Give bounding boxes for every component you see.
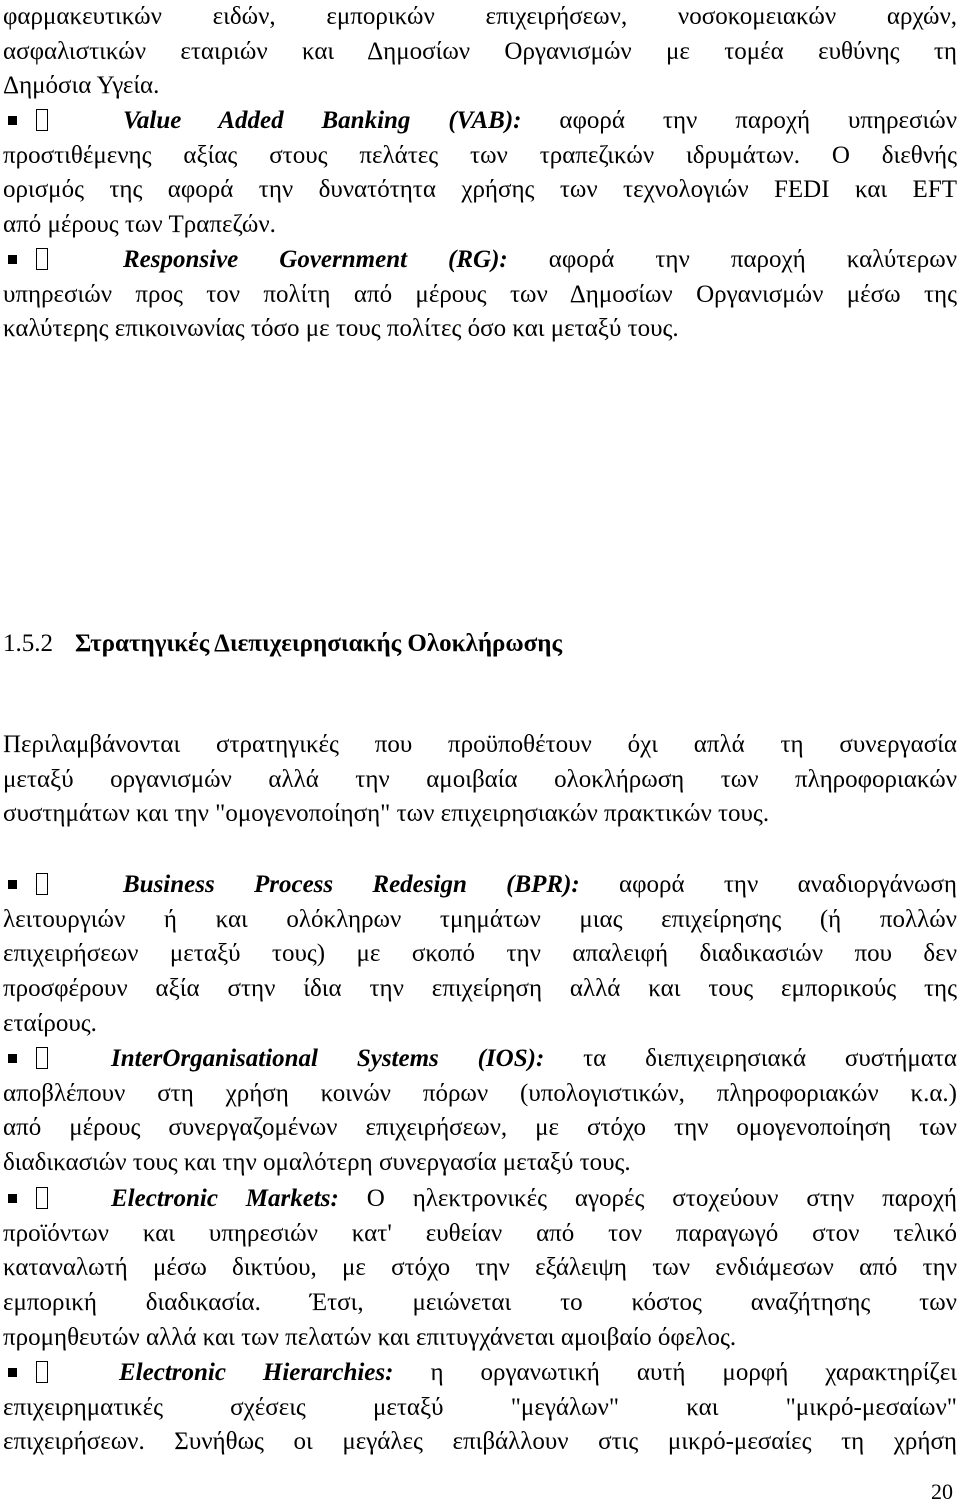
text-line: προσφέρουν αξία στην ίδια την επιχείρηση αλλά και τους εμπορικούς της bbox=[3, 975, 957, 1003]
bullet-marker bbox=[3, 1182, 111, 1217]
bullet-text: αφορά την παροχή υπηρεσιών bbox=[559, 107, 957, 134]
text-line: καλύτερης επικοινωνίας τόσο με τους πολίτες όσο και μεταξύ τους. bbox=[3, 315, 679, 343]
text-line: ορισμός της αφορά την δυνατότητα χρήσης των τεχνολογιών FEDI και EFT bbox=[3, 176, 957, 204]
bullet-term: Responsive Government (RG): bbox=[123, 246, 508, 273]
bullet-marker bbox=[3, 243, 123, 278]
text-line: εταίρους. bbox=[3, 1009, 97, 1037]
text-line: εμπορική διαδικασία. Έτσι, μειώνεται το κόστος αναζήτησης των bbox=[3, 1289, 957, 1317]
bullet-text: Ο ηλεκτρονικές αγορές στοχεύουν στην παροχή bbox=[366, 1185, 957, 1212]
text-line: αποβλέπουν στη χρήση κοινών πόρων (υπολογιστικών, πληροφοριακών κ.α.) bbox=[3, 1079, 957, 1107]
bullet-ios bbox=[3, 1042, 957, 1181]
text-line: Περιλαμβάνονται στρατηγικές που προϋποθέτουν όχι απλά τη συνεργασία bbox=[3, 731, 957, 758]
section-heading bbox=[3, 627, 562, 661]
bullet-first-line bbox=[3, 868, 957, 903]
text-line: επιχειρηματικές σχέσεις μεταξύ "μεγάλων" και "μικρό-μεσαίων" bbox=[3, 1393, 957, 1421]
bullet-first-line bbox=[3, 104, 957, 139]
section-number: 1.5.2 bbox=[3, 630, 53, 657]
bullet-bpr bbox=[3, 868, 957, 1041]
missing-glyph-icon bbox=[36, 1361, 48, 1383]
text-line: συστημάτων και την "ομογενοποίηση" των επιχειρησιακών πρακτικών τους. bbox=[3, 800, 770, 828]
section-title: Στρατηγικές Διεπιχειρησιακής Ολοκλήρωσης bbox=[75, 630, 563, 657]
missing-glyph-icon bbox=[36, 873, 48, 895]
bullet-term: Business Process Redesign (BPR): bbox=[123, 871, 580, 898]
text-line: επιχειρήσεων. Συνήθως οι μεγάλες επιβάλλουν στις μικρό-μεσαίες τη χρήση bbox=[3, 1428, 957, 1456]
missing-glyph-icon bbox=[36, 248, 48, 270]
bullet-marker bbox=[3, 1042, 111, 1077]
text-line: από μέρους των Τραπεζών. bbox=[3, 211, 276, 239]
page-number: 20 bbox=[931, 1479, 953, 1504]
bullet-first-line bbox=[3, 1042, 957, 1077]
square-bullet-icon bbox=[8, 255, 17, 264]
text-line: μεταξύ οργανισμών αλλά την αμοιβαία ολοκλήρωση των πληροφοριακών bbox=[3, 765, 957, 793]
text-line: προμηθευτών αλλά και των πελατών και επιτυγχάνεται αμοιβαίο όφελος. bbox=[3, 1323, 737, 1351]
text-line: υπηρεσιών προς τον πολίτη από μέρους των Δημοσίων Οργανισμών μέσω της bbox=[3, 280, 957, 308]
text-line: καταναλωτή μέσω δικτύου, με στόχο την εξάλειψη των ενδιάμεσων από την bbox=[3, 1254, 957, 1282]
bullet-marker bbox=[3, 1356, 119, 1391]
square-bullet-icon bbox=[8, 880, 17, 889]
bullet-text: αφορά την αναδιοργάνωση bbox=[619, 871, 957, 898]
bullet-marker bbox=[3, 868, 123, 903]
text-line: διαδικασιών τους και την ομαλότερη συνεργασία μεταξύ τους. bbox=[3, 1149, 631, 1177]
missing-glyph-icon bbox=[36, 109, 48, 131]
bullet-term: InterOrganisational Systems (IOS): bbox=[111, 1045, 545, 1072]
paragraph-top bbox=[3, 0, 957, 104]
square-bullet-icon bbox=[8, 1368, 17, 1377]
square-bullet-icon bbox=[8, 1194, 17, 1203]
paragraph-intro bbox=[3, 728, 957, 832]
missing-glyph-icon bbox=[36, 1187, 48, 1209]
bullet-electronic-hierarchies bbox=[3, 1356, 957, 1460]
bullet-first-line bbox=[3, 243, 957, 278]
bullet-text: η οργανωτική αυτή μορφή χαρακτηρίζει bbox=[430, 1359, 957, 1386]
text-line: φαρμακευτικών ειδών, εμπορικών επιχειρήσεων, νοσοκομειακών αρχών, bbox=[3, 3, 957, 30]
text-line: ασφαλιστικών εταιριών και Δημοσίων Οργανισμών με τομέα ευθύνης τη bbox=[3, 37, 957, 65]
text-line: προϊόντων και υπηρεσιών κατ' ευθείαν από τον παραγωγό στον τελικό bbox=[3, 1219, 957, 1247]
bullet-rg bbox=[3, 243, 957, 347]
bullet-term: Electronic Hierarchies: bbox=[119, 1359, 394, 1386]
bullet-term: Electronic Markets: bbox=[111, 1185, 339, 1212]
bullet-electronic-markets bbox=[3, 1182, 957, 1355]
bullet-first-line bbox=[3, 1356, 957, 1391]
text-line: από μέρους συνεργαζομένων επιχειρήσεων, με στόχο την ομογενοποίηση των bbox=[3, 1114, 957, 1142]
text-line: λειτουργιών ή και ολόκληρων τμημάτων μιας επιχείρησης (ή πολλών bbox=[3, 905, 957, 933]
bullet-text: αφορά την παροχή καλύτερων bbox=[548, 246, 957, 273]
bullet-term: Value Added Banking (VAB): bbox=[123, 107, 522, 134]
text-line: προστιθέμενης αξίας στους πελάτες των τραπεζικών ιδρυμάτων. Ο διεθνής bbox=[3, 141, 957, 169]
bullet-text: τα διεπιχειρησιακά συστήματα bbox=[583, 1045, 957, 1072]
missing-glyph-icon bbox=[36, 1047, 48, 1069]
bullet-first-line bbox=[3, 1182, 957, 1217]
text-line: επιχειρήσεων μεταξύ τους) με σκοπό την απαλειφή διαδικασιών που δεν bbox=[3, 940, 957, 968]
square-bullet-icon bbox=[8, 116, 17, 125]
bullet-marker bbox=[3, 104, 123, 139]
bullet-vab bbox=[3, 104, 957, 243]
text-line: Δημόσια Υγεία. bbox=[3, 72, 160, 100]
square-bullet-icon bbox=[8, 1054, 17, 1063]
